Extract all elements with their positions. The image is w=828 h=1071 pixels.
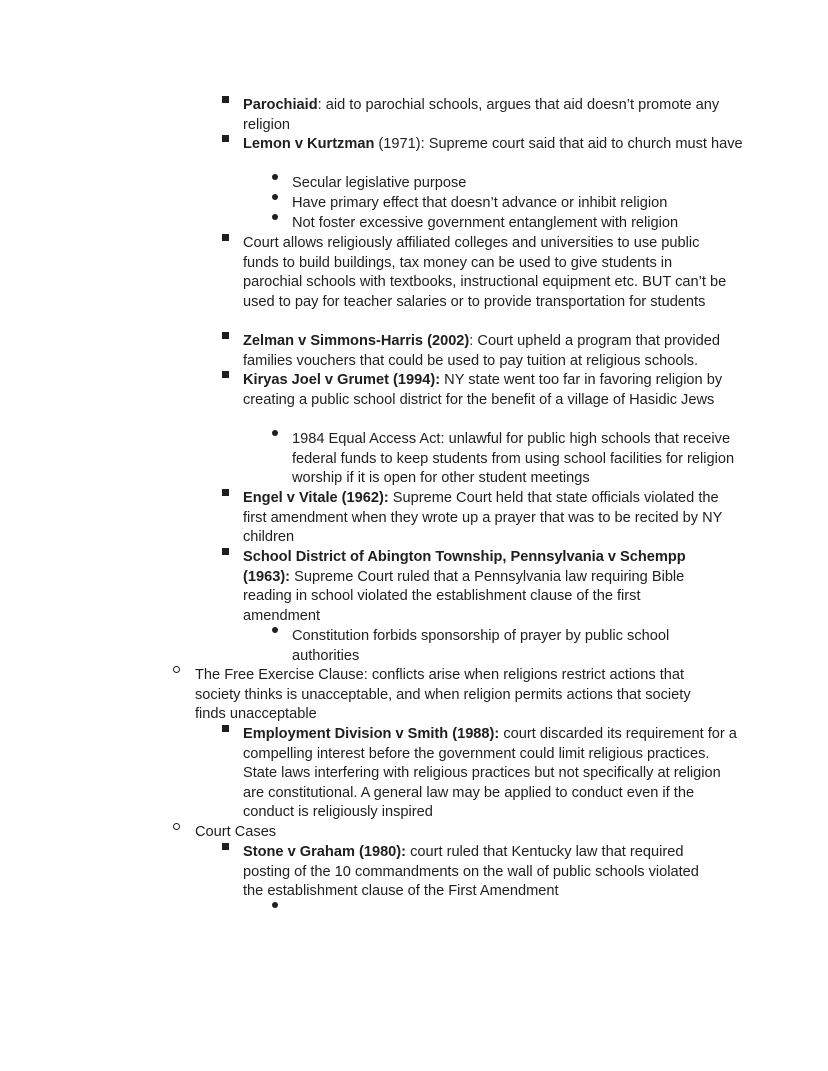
list-item-lemon-sub	[292, 194, 744, 214]
case-title: Kiryas Joel v Grumet (1994):	[243, 372, 441, 388]
case-title: Employment Division v Smith (1988):	[243, 726, 500, 742]
case-title: Parochiaid	[243, 97, 318, 113]
sub-text: Secular legislative purpose	[292, 175, 467, 191]
list-item-employment	[243, 725, 743, 823]
dot-bullet-icon	[272, 214, 278, 220]
square-bullet-icon	[222, 135, 229, 142]
list-item-lemon-sub	[292, 174, 744, 194]
circle-bullet-icon	[173, 823, 180, 830]
case-title: Zelman v Simmons-Harris (2002)	[243, 333, 470, 349]
list-item-free-exercise	[195, 666, 705, 725]
list-item-kiryas	[243, 371, 728, 410]
case-text: (1971): Supreme court said that aid to church must have	[374, 136, 743, 152]
case-text: Supreme Court ruled that a Pennsylvania law requiring Bible reading in school violated the establishment clause of the first amendment	[243, 568, 685, 624]
list-item-abington	[243, 548, 708, 626]
case-title: School District of Abington Township, Pennsylvania v Schempp (1963):	[243, 549, 686, 585]
list-item-court-allows	[243, 234, 733, 312]
list-item-court-cases	[195, 823, 735, 843]
square-bullet-icon	[222, 489, 229, 496]
dot-bullet-icon	[272, 430, 278, 436]
case-text: court discarded its requirement for a compelling interest before the government could limit religious practices. State laws interfering with religious practices but not specifically at religion are constitutional. A general law may be applied to conduct even if the conduct is religiously inspired	[243, 726, 737, 821]
case-text: : aid to parochial schools, argues that aid doesn’t promote any religion	[243, 97, 720, 133]
square-bullet-icon	[222, 371, 229, 378]
case-text: court ruled that Kentucky law that required posting of the 10 commandments on the wall of public schools violated the establishment clause of the First Amendment	[243, 844, 699, 900]
list-item-zelman	[243, 332, 743, 371]
case-text: : Court upheld a program that provided families vouchers that could be used to pay tuition at religious schools.	[243, 333, 720, 369]
case-text: Supreme Court held that state officials violated the first amendment when they wrote up a prayer that was to be recited by NY children	[243, 490, 723, 546]
list-item-stone	[243, 843, 723, 902]
square-bullet-icon	[222, 96, 229, 103]
list-item-lemon-sub	[292, 214, 744, 234]
case-title: Engel v Vitale (1962):	[243, 490, 389, 506]
dot-bullet-icon	[272, 194, 278, 200]
item-text: Court allows religiously affiliated colleges and universities to use public funds to build buildings, tax money can be used to give students in parochial schools with textbooks, instructional equipment etc. BUT can’t be used to pay for teacher salaries or to provide transportation for students	[243, 235, 727, 310]
square-bullet-icon	[222, 332, 229, 339]
dot-bullet-icon	[272, 902, 278, 908]
square-bullet-icon	[222, 234, 229, 241]
circle-bullet-icon	[173, 666, 180, 673]
item-text: Court Cases	[195, 824, 277, 840]
square-bullet-icon	[222, 843, 229, 850]
dot-bullet-icon	[272, 627, 278, 633]
square-bullet-icon	[222, 725, 229, 732]
sub-text: Have primary effect that doesn’t advance or inhibit religion	[292, 195, 668, 211]
sub-text: Not foster excessive government entanglement with religion	[292, 215, 679, 231]
sub-text: Constitution forbids sponsorship of prayer by public school authorities	[292, 628, 670, 664]
list-item-equal-access	[292, 430, 744, 489]
list-item-empty	[292, 902, 744, 922]
item-text: The Free Exercise Clause: conflicts arise when religions restrict actions that society thinks is unacceptable, and when religion permits actions that society finds unacceptable	[195, 667, 691, 723]
case-title: Stone v Graham (1980):	[243, 844, 407, 860]
case-text: NY state went too far in favoring religion by creating a public school district for the benefit of a village of Hasidic Jews	[243, 372, 723, 408]
dot-bullet-icon	[272, 174, 278, 180]
list-item-lemon	[243, 135, 743, 155]
list-item-engel	[243, 489, 743, 548]
list-item-abington-sub	[292, 627, 692, 666]
list-item-parochiaid	[243, 96, 743, 135]
sub-text: 1984 Equal Access Act: unlawful for public high schools that receive federal funds to keep students from using school facilities for religion worship if it is open for other student meetings	[292, 431, 735, 487]
case-title: Lemon v Kurtzman	[243, 136, 375, 152]
square-bullet-icon	[222, 548, 229, 555]
